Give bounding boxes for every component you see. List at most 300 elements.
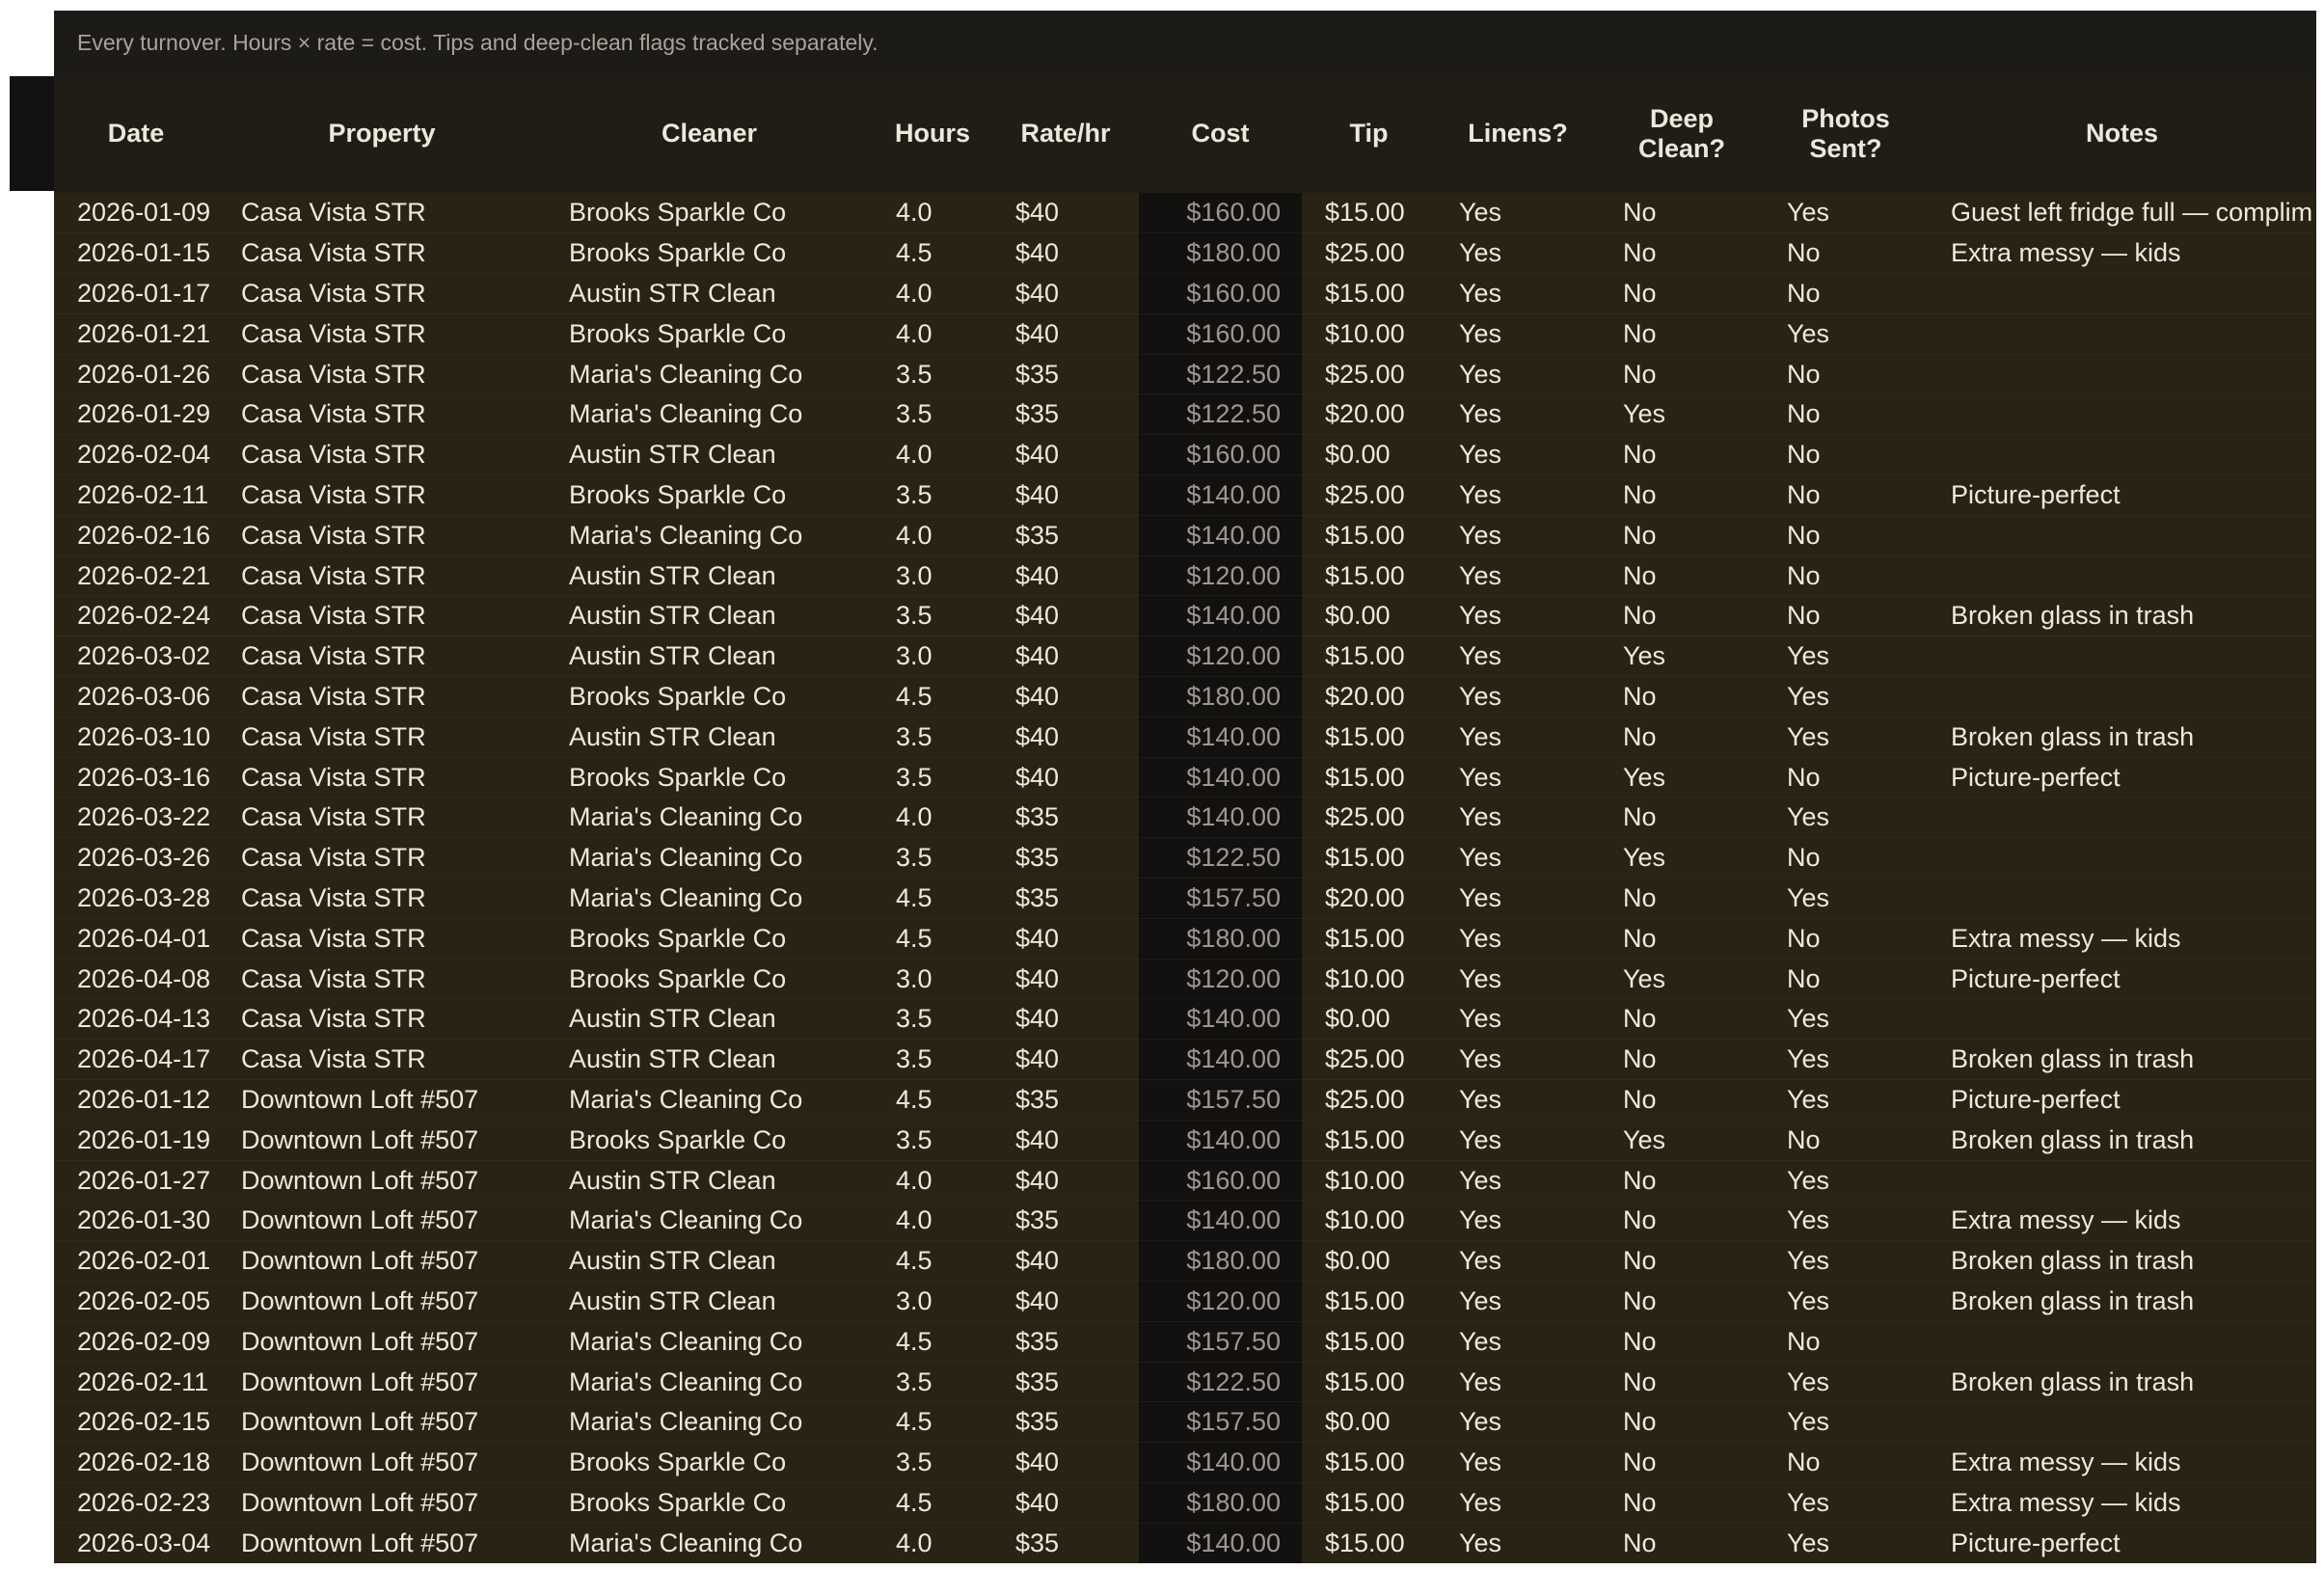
- notes-cell[interactable]: [1928, 313, 2316, 354]
- rate-cell[interactable]: $35: [992, 354, 1139, 394]
- cost-cell[interactable]: $120.00: [1139, 959, 1302, 999]
- notes-cell[interactable]: [1928, 798, 2316, 838]
- linens-cell[interactable]: Yes: [1436, 1120, 1600, 1160]
- tip-cell[interactable]: $15.00: [1302, 636, 1436, 677]
- cost-cell[interactable]: $180.00: [1139, 1483, 1302, 1524]
- tip-cell[interactable]: $0.00: [1302, 435, 1436, 475]
- rate-cell[interactable]: $40: [992, 1241, 1139, 1282]
- hours-cell[interactable]: 3.5: [873, 838, 992, 879]
- cost-cell[interactable]: $180.00: [1139, 918, 1302, 959]
- cleaner-cell[interactable]: Austin STR Clean: [546, 274, 873, 314]
- photos-sent-cell[interactable]: Yes: [1764, 798, 1928, 838]
- notes-cell[interactable]: [1928, 1402, 2316, 1443]
- linens-cell[interactable]: Yes: [1436, 515, 1600, 555]
- photos-sent-cell[interactable]: No: [1764, 1120, 1928, 1160]
- linens-cell[interactable]: Yes: [1436, 394, 1600, 435]
- photos-sent-cell[interactable]: No: [1764, 475, 1928, 516]
- rate-cell[interactable]: $40: [992, 475, 1139, 516]
- linens-cell[interactable]: Yes: [1436, 636, 1600, 677]
- photos-sent-cell[interactable]: Yes: [1764, 1362, 1928, 1402]
- cleaner-cell[interactable]: Austin STR Clean: [546, 1282, 873, 1322]
- cleaner-cell[interactable]: Maria's Cleaning Co: [546, 1201, 873, 1241]
- photos-sent-cell[interactable]: No: [1764, 757, 1928, 798]
- date-cell[interactable]: 2026-02-21: [54, 555, 218, 596]
- notes-cell[interactable]: Broken glass in trash: [1928, 1120, 2316, 1160]
- date-cell[interactable]: 2026-01-15: [54, 233, 218, 274]
- tip-cell[interactable]: $20.00: [1302, 879, 1436, 919]
- hours-cell[interactable]: 3.5: [873, 757, 992, 798]
- rate-cell[interactable]: $40: [992, 233, 1139, 274]
- tip-cell[interactable]: $15.00: [1302, 515, 1436, 555]
- date-cell[interactable]: 2026-02-05: [54, 1282, 218, 1322]
- cleaner-cell[interactable]: Brooks Sparkle Co: [546, 313, 873, 354]
- col-header-cleaner[interactable]: Cleaner: [661, 119, 758, 148]
- cleaner-cell[interactable]: Maria's Cleaning Co: [546, 354, 873, 394]
- hours-cell[interactable]: 4.5: [873, 1080, 992, 1121]
- property-cell[interactable]: Casa Vista STR: [218, 677, 546, 717]
- col-header-cost[interactable]: Cost: [1191, 119, 1250, 148]
- hours-cell[interactable]: 3.5: [873, 717, 992, 757]
- property-cell[interactable]: Casa Vista STR: [218, 274, 546, 314]
- tip-cell[interactable]: $15.00: [1302, 1362, 1436, 1402]
- hours-cell[interactable]: 3.5: [873, 1443, 992, 1483]
- rate-cell[interactable]: $35: [992, 838, 1139, 879]
- rate-cell[interactable]: $40: [992, 555, 1139, 596]
- deep-clean-cell[interactable]: No: [1600, 193, 1764, 233]
- deep-clean-cell[interactable]: No: [1600, 1040, 1764, 1080]
- cleaner-cell[interactable]: Brooks Sparkle Co: [546, 475, 873, 516]
- cleaner-cell[interactable]: Brooks Sparkle Co: [546, 233, 873, 274]
- cost-cell[interactable]: $120.00: [1139, 636, 1302, 677]
- deep-clean-cell[interactable]: Yes: [1600, 394, 1764, 435]
- linens-cell[interactable]: Yes: [1436, 1523, 1600, 1563]
- date-cell[interactable]: 2026-01-17: [54, 274, 218, 314]
- photos-sent-cell[interactable]: Yes: [1764, 1201, 1928, 1241]
- cost-cell[interactable]: $160.00: [1139, 313, 1302, 354]
- deep-clean-cell[interactable]: No: [1600, 313, 1764, 354]
- photos-sent-cell[interactable]: No: [1764, 354, 1928, 394]
- linens-cell[interactable]: Yes: [1436, 677, 1600, 717]
- col-header-date[interactable]: Date: [107, 119, 165, 148]
- cleaner-cell[interactable]: Maria's Cleaning Co: [546, 1321, 873, 1362]
- deep-clean-cell[interactable]: No: [1600, 1160, 1764, 1201]
- photos-sent-cell[interactable]: Yes: [1764, 879, 1928, 919]
- hours-cell[interactable]: 4.5: [873, 879, 992, 919]
- date-cell[interactable]: 2026-01-26: [54, 354, 218, 394]
- cleaner-cell[interactable]: Brooks Sparkle Co: [546, 757, 873, 798]
- hours-cell[interactable]: 3.5: [873, 1120, 992, 1160]
- cleaner-cell[interactable]: Maria's Cleaning Co: [546, 394, 873, 435]
- deep-clean-cell[interactable]: Yes: [1600, 636, 1764, 677]
- cost-cell[interactable]: $160.00: [1139, 435, 1302, 475]
- cleaner-cell[interactable]: Brooks Sparkle Co: [546, 959, 873, 999]
- property-cell[interactable]: Casa Vista STR: [218, 555, 546, 596]
- hours-cell[interactable]: 4.0: [873, 798, 992, 838]
- hours-cell[interactable]: 4.0: [873, 1160, 992, 1201]
- tip-cell[interactable]: $15.00: [1302, 757, 1436, 798]
- hours-cell[interactable]: 3.5: [873, 1040, 992, 1080]
- date-cell[interactable]: 2026-01-30: [54, 1201, 218, 1241]
- col-header-rate[interactable]: Rate/hr: [1020, 119, 1111, 148]
- notes-cell[interactable]: Broken glass in trash: [1928, 596, 2316, 636]
- notes-cell[interactable]: Picture-perfect: [1928, 757, 2316, 798]
- linens-cell[interactable]: Yes: [1436, 1282, 1600, 1322]
- photos-sent-cell[interactable]: Yes: [1764, 1241, 1928, 1282]
- photos-sent-cell[interactable]: Yes: [1764, 1080, 1928, 1121]
- linens-cell[interactable]: Yes: [1436, 596, 1600, 636]
- deep-clean-cell[interactable]: No: [1600, 677, 1764, 717]
- linens-cell[interactable]: Yes: [1436, 1241, 1600, 1282]
- notes-cell[interactable]: Extra messy — kids: [1928, 1201, 2316, 1241]
- photos-sent-cell[interactable]: No: [1764, 959, 1928, 999]
- rate-cell[interactable]: $35: [992, 879, 1139, 919]
- rate-cell[interactable]: $40: [992, 959, 1139, 999]
- deep-clean-cell[interactable]: No: [1600, 274, 1764, 314]
- linens-cell[interactable]: Yes: [1436, 999, 1600, 1040]
- hours-cell[interactable]: 4.5: [873, 233, 992, 274]
- photos-sent-cell[interactable]: Yes: [1764, 1282, 1928, 1322]
- rate-cell[interactable]: $40: [992, 193, 1139, 233]
- notes-cell[interactable]: [1928, 274, 2316, 314]
- cleaner-cell[interactable]: Austin STR Clean: [546, 1040, 873, 1080]
- property-cell[interactable]: Casa Vista STR: [218, 354, 546, 394]
- tip-cell[interactable]: $0.00: [1302, 1241, 1436, 1282]
- property-cell[interactable]: Casa Vista STR: [218, 475, 546, 516]
- hours-cell[interactable]: 3.5: [873, 475, 992, 516]
- deep-clean-cell[interactable]: No: [1600, 555, 1764, 596]
- date-cell[interactable]: 2026-01-12: [54, 1080, 218, 1121]
- notes-cell[interactable]: [1928, 636, 2316, 677]
- notes-cell[interactable]: [1928, 677, 2316, 717]
- notes-cell[interactable]: Broken glass in trash: [1928, 717, 2316, 757]
- rate-cell[interactable]: $35: [992, 1362, 1139, 1402]
- deep-clean-cell[interactable]: No: [1600, 596, 1764, 636]
- cleaner-cell[interactable]: Austin STR Clean: [546, 636, 873, 677]
- linens-cell[interactable]: Yes: [1436, 1362, 1600, 1402]
- rate-cell[interactable]: $35: [992, 394, 1139, 435]
- rate-cell[interactable]: $40: [992, 717, 1139, 757]
- cost-cell[interactable]: $157.50: [1139, 1321, 1302, 1362]
- col-header-linens[interactable]: Linens?: [1468, 119, 1568, 148]
- linens-cell[interactable]: Yes: [1436, 1321, 1600, 1362]
- deep-clean-cell[interactable]: No: [1600, 1241, 1764, 1282]
- notes-cell[interactable]: Picture-perfect: [1928, 1080, 2316, 1121]
- tip-cell[interactable]: $15.00: [1302, 1483, 1436, 1524]
- linens-cell[interactable]: Yes: [1436, 717, 1600, 757]
- cost-cell[interactable]: $160.00: [1139, 274, 1302, 314]
- linens-cell[interactable]: Yes: [1436, 757, 1600, 798]
- notes-cell[interactable]: Picture-perfect: [1928, 1523, 2316, 1563]
- property-cell[interactable]: Casa Vista STR: [218, 313, 546, 354]
- tip-cell[interactable]: $20.00: [1302, 677, 1436, 717]
- date-cell[interactable]: 2026-02-24: [54, 596, 218, 636]
- photos-sent-cell[interactable]: No: [1764, 233, 1928, 274]
- linens-cell[interactable]: Yes: [1436, 798, 1600, 838]
- col-header-hours[interactable]: Hours: [894, 119, 970, 148]
- col-header-deep-clean[interactable]: [1600, 74, 1764, 193]
- date-cell[interactable]: 2026-03-28: [54, 879, 218, 919]
- tip-cell[interactable]: $25.00: [1302, 798, 1436, 838]
- date-cell[interactable]: 2026-04-08: [54, 959, 218, 999]
- cost-cell[interactable]: $180.00: [1139, 233, 1302, 274]
- photos-sent-cell[interactable]: No: [1764, 435, 1928, 475]
- hours-cell[interactable]: 3.0: [873, 636, 992, 677]
- property-cell[interactable]: Downtown Loft #507: [218, 1080, 546, 1121]
- hours-cell[interactable]: 4.0: [873, 193, 992, 233]
- linens-cell[interactable]: Yes: [1436, 193, 1600, 233]
- hours-cell[interactable]: 3.5: [873, 354, 992, 394]
- deep-clean-cell[interactable]: No: [1600, 918, 1764, 959]
- photos-sent-cell[interactable]: Yes: [1764, 1160, 1928, 1201]
- tip-cell[interactable]: $15.00: [1302, 1443, 1436, 1483]
- hours-cell[interactable]: 4.5: [873, 1241, 992, 1282]
- tip-cell[interactable]: $15.00: [1302, 193, 1436, 233]
- notes-cell[interactable]: [1928, 838, 2316, 879]
- deep-clean-cell[interactable]: No: [1600, 1282, 1764, 1322]
- photos-sent-cell[interactable]: Yes: [1764, 717, 1928, 757]
- cost-cell[interactable]: $160.00: [1139, 1160, 1302, 1201]
- cost-cell[interactable]: $180.00: [1139, 1241, 1302, 1282]
- rate-cell[interactable]: $35: [992, 1402, 1139, 1443]
- notes-cell[interactable]: Picture-perfect: [1928, 475, 2316, 516]
- photos-sent-cell[interactable]: No: [1764, 596, 1928, 636]
- date-cell[interactable]: 2026-02-09: [54, 1321, 218, 1362]
- rate-cell[interactable]: $40: [992, 1282, 1139, 1322]
- cleaner-cell[interactable]: Maria's Cleaning Co: [546, 1362, 873, 1402]
- photos-sent-cell[interactable]: Yes: [1764, 1040, 1928, 1080]
- rate-cell[interactable]: $40: [992, 596, 1139, 636]
- tip-cell[interactable]: $0.00: [1302, 596, 1436, 636]
- property-cell[interactable]: Casa Vista STR: [218, 193, 546, 233]
- notes-cell[interactable]: Broken glass in trash: [1928, 1362, 2316, 1402]
- photos-sent-cell[interactable]: Yes: [1764, 313, 1928, 354]
- cleaner-cell[interactable]: Maria's Cleaning Co: [546, 515, 873, 555]
- hours-cell[interactable]: 4.5: [873, 1321, 992, 1362]
- linens-cell[interactable]: Yes: [1436, 959, 1600, 999]
- rate-cell[interactable]: $35: [992, 1201, 1139, 1241]
- tip-cell[interactable]: $15.00: [1302, 1120, 1436, 1160]
- date-cell[interactable]: 2026-03-04: [54, 1523, 218, 1563]
- photos-sent-cell[interactable]: No: [1764, 274, 1928, 314]
- notes-cell[interactable]: [1928, 515, 2316, 555]
- date-cell[interactable]: 2026-02-16: [54, 515, 218, 555]
- rate-cell[interactable]: $40: [992, 435, 1139, 475]
- rate-cell[interactable]: $35: [992, 515, 1139, 555]
- date-cell[interactable]: 2026-02-11: [54, 475, 218, 516]
- cost-cell[interactable]: $140.00: [1139, 1120, 1302, 1160]
- notes-cell[interactable]: [1928, 999, 2316, 1040]
- deep-clean-cell[interactable]: No: [1600, 1523, 1764, 1563]
- col-header-notes[interactable]: Notes: [2085, 119, 2158, 148]
- tip-cell[interactable]: $0.00: [1302, 999, 1436, 1040]
- deep-clean-cell[interactable]: No: [1600, 233, 1764, 274]
- photos-sent-cell[interactable]: Yes: [1764, 193, 1928, 233]
- deep-clean-cell[interactable]: No: [1600, 879, 1764, 919]
- date-cell[interactable]: 2026-01-21: [54, 313, 218, 354]
- linens-cell[interactable]: Yes: [1436, 1402, 1600, 1443]
- deep-clean-cell[interactable]: No: [1600, 1321, 1764, 1362]
- cleaner-cell[interactable]: Maria's Cleaning Co: [546, 879, 873, 919]
- deep-clean-cell[interactable]: No: [1600, 354, 1764, 394]
- notes-cell[interactable]: [1928, 879, 2316, 919]
- tip-cell[interactable]: $10.00: [1302, 959, 1436, 999]
- date-cell[interactable]: 2026-03-06: [54, 677, 218, 717]
- cost-cell[interactable]: $122.50: [1139, 354, 1302, 394]
- photos-sent-cell[interactable]: Yes: [1764, 999, 1928, 1040]
- hours-cell[interactable]: 4.5: [873, 918, 992, 959]
- property-cell[interactable]: Downtown Loft #507: [218, 1201, 546, 1241]
- hours-cell[interactable]: 4.5: [873, 1483, 992, 1524]
- linens-cell[interactable]: Yes: [1436, 1443, 1600, 1483]
- rate-cell[interactable]: $40: [992, 999, 1139, 1040]
- deep-clean-cell[interactable]: No: [1600, 999, 1764, 1040]
- tip-cell[interactable]: $15.00: [1302, 838, 1436, 879]
- cleaner-cell[interactable]: Austin STR Clean: [546, 717, 873, 757]
- property-cell[interactable]: Downtown Loft #507: [218, 1523, 546, 1563]
- property-cell[interactable]: Casa Vista STR: [218, 435, 546, 475]
- linens-cell[interactable]: Yes: [1436, 475, 1600, 516]
- photos-sent-cell[interactable]: No: [1764, 1443, 1928, 1483]
- date-cell[interactable]: 2026-01-19: [54, 1120, 218, 1160]
- notes-cell[interactable]: Broken glass in trash: [1928, 1282, 2316, 1322]
- col-header-photos-sent[interactable]: [1764, 74, 1928, 193]
- rate-cell[interactable]: $35: [992, 798, 1139, 838]
- property-cell[interactable]: Casa Vista STR: [218, 879, 546, 919]
- property-cell[interactable]: Casa Vista STR: [218, 999, 546, 1040]
- cleaner-cell[interactable]: Austin STR Clean: [546, 435, 873, 475]
- cost-cell[interactable]: $157.50: [1139, 879, 1302, 919]
- cleaner-cell[interactable]: Brooks Sparkle Co: [546, 1443, 873, 1483]
- cost-cell[interactable]: $120.00: [1139, 555, 1302, 596]
- photos-sent-cell[interactable]: Yes: [1764, 1402, 1928, 1443]
- cleaner-cell[interactable]: Brooks Sparkle Co: [546, 918, 873, 959]
- date-cell[interactable]: 2026-02-23: [54, 1483, 218, 1524]
- cleaner-cell[interactable]: Maria's Cleaning Co: [546, 798, 873, 838]
- deep-clean-cell[interactable]: No: [1600, 1443, 1764, 1483]
- tip-cell[interactable]: $15.00: [1302, 918, 1436, 959]
- hours-cell[interactable]: 3.0: [873, 959, 992, 999]
- rate-cell[interactable]: $35: [992, 1080, 1139, 1121]
- property-cell[interactable]: Downtown Loft #507: [218, 1483, 546, 1524]
- cleaner-cell[interactable]: Maria's Cleaning Co: [546, 1523, 873, 1563]
- date-cell[interactable]: 2026-02-01: [54, 1241, 218, 1282]
- linens-cell[interactable]: Yes: [1436, 555, 1600, 596]
- cost-cell[interactable]: $140.00: [1139, 798, 1302, 838]
- tip-cell[interactable]: $10.00: [1302, 1160, 1436, 1201]
- linens-cell[interactable]: Yes: [1436, 1201, 1600, 1241]
- notes-cell[interactable]: [1928, 555, 2316, 596]
- photos-sent-cell[interactable]: No: [1764, 918, 1928, 959]
- hours-cell[interactable]: 4.0: [873, 1523, 992, 1563]
- cost-cell[interactable]: $140.00: [1139, 1443, 1302, 1483]
- notes-cell[interactable]: Guest left fridge full — complim: [1928, 193, 2316, 233]
- cost-cell[interactable]: $140.00: [1139, 1201, 1302, 1241]
- photos-sent-cell[interactable]: No: [1764, 394, 1928, 435]
- date-cell[interactable]: 2026-01-27: [54, 1160, 218, 1201]
- photos-sent-cell[interactable]: Yes: [1764, 677, 1928, 717]
- cost-cell[interactable]: $140.00: [1139, 1523, 1302, 1563]
- rate-cell[interactable]: $40: [992, 1040, 1139, 1080]
- rate-cell[interactable]: $40: [992, 1443, 1139, 1483]
- linens-cell[interactable]: Yes: [1436, 1160, 1600, 1201]
- linens-cell[interactable]: Yes: [1436, 1483, 1600, 1524]
- property-cell[interactable]: Casa Vista STR: [218, 515, 546, 555]
- deep-clean-cell[interactable]: No: [1600, 515, 1764, 555]
- col-header-property[interactable]: Property: [328, 119, 436, 148]
- tip-cell[interactable]: $25.00: [1302, 233, 1436, 274]
- tip-cell[interactable]: $15.00: [1302, 717, 1436, 757]
- cleaner-cell[interactable]: Austin STR Clean: [546, 555, 873, 596]
- date-cell[interactable]: 2026-03-10: [54, 717, 218, 757]
- hours-cell[interactable]: 4.0: [873, 274, 992, 314]
- tip-cell[interactable]: $0.00: [1302, 1402, 1436, 1443]
- hours-cell[interactable]: 3.0: [873, 1282, 992, 1322]
- linens-cell[interactable]: Yes: [1436, 879, 1600, 919]
- deep-clean-cell[interactable]: No: [1600, 475, 1764, 516]
- tip-cell[interactable]: $25.00: [1302, 1080, 1436, 1121]
- linens-cell[interactable]: Yes: [1436, 838, 1600, 879]
- notes-cell[interactable]: Extra messy — kids: [1928, 918, 2316, 959]
- property-cell[interactable]: Downtown Loft #507: [218, 1120, 546, 1160]
- cost-cell[interactable]: $160.00: [1139, 193, 1302, 233]
- property-cell[interactable]: Casa Vista STR: [218, 918, 546, 959]
- property-cell[interactable]: Casa Vista STR: [218, 636, 546, 677]
- deep-clean-cell[interactable]: Yes: [1600, 838, 1764, 879]
- date-cell[interactable]: 2026-04-01: [54, 918, 218, 959]
- hours-cell[interactable]: 4.0: [873, 435, 992, 475]
- property-cell[interactable]: Downtown Loft #507: [218, 1362, 546, 1402]
- linens-cell[interactable]: Yes: [1436, 233, 1600, 274]
- rate-cell[interactable]: $40: [992, 313, 1139, 354]
- cost-cell[interactable]: $140.00: [1139, 475, 1302, 516]
- property-cell[interactable]: Downtown Loft #507: [218, 1160, 546, 1201]
- col-header-tip[interactable]: Tip: [1349, 119, 1389, 148]
- linens-cell[interactable]: Yes: [1436, 313, 1600, 354]
- notes-cell[interactable]: Extra messy — kids: [1928, 233, 2316, 274]
- notes-cell[interactable]: [1928, 1160, 2316, 1201]
- linens-cell[interactable]: Yes: [1436, 274, 1600, 314]
- tip-cell[interactable]: $25.00: [1302, 354, 1436, 394]
- date-cell[interactable]: 2026-03-26: [54, 838, 218, 879]
- cleaner-cell[interactable]: Brooks Sparkle Co: [546, 1483, 873, 1524]
- rate-cell[interactable]: $40: [992, 918, 1139, 959]
- property-cell[interactable]: Casa Vista STR: [218, 1040, 546, 1080]
- deep-clean-cell[interactable]: No: [1600, 1201, 1764, 1241]
- photos-sent-cell[interactable]: No: [1764, 838, 1928, 879]
- photos-sent-cell[interactable]: No: [1764, 515, 1928, 555]
- property-cell[interactable]: Casa Vista STR: [218, 798, 546, 838]
- tip-cell[interactable]: $10.00: [1302, 313, 1436, 354]
- cost-cell[interactable]: $157.50: [1139, 1080, 1302, 1121]
- tip-cell[interactable]: $25.00: [1302, 475, 1436, 516]
- cleaner-cell[interactable]: Maria's Cleaning Co: [546, 1402, 873, 1443]
- tip-cell[interactable]: $25.00: [1302, 1040, 1436, 1080]
- rate-cell[interactable]: $40: [992, 1160, 1139, 1201]
- tip-cell[interactable]: $15.00: [1302, 555, 1436, 596]
- photos-sent-cell[interactable]: Yes: [1764, 636, 1928, 677]
- deep-clean-cell[interactable]: No: [1600, 717, 1764, 757]
- cost-cell[interactable]: $140.00: [1139, 999, 1302, 1040]
- notes-cell[interactable]: [1928, 394, 2316, 435]
- date-cell[interactable]: 2026-04-13: [54, 999, 218, 1040]
- cleaner-cell[interactable]: Austin STR Clean: [546, 596, 873, 636]
- linens-cell[interactable]: Yes: [1436, 1080, 1600, 1121]
- cleaner-cell[interactable]: Brooks Sparkle Co: [546, 1120, 873, 1160]
- deep-clean-cell[interactable]: Yes: [1600, 757, 1764, 798]
- cleaner-cell[interactable]: Maria's Cleaning Co: [546, 1080, 873, 1121]
- rate-cell[interactable]: $40: [992, 636, 1139, 677]
- property-cell[interactable]: Downtown Loft #507: [218, 1321, 546, 1362]
